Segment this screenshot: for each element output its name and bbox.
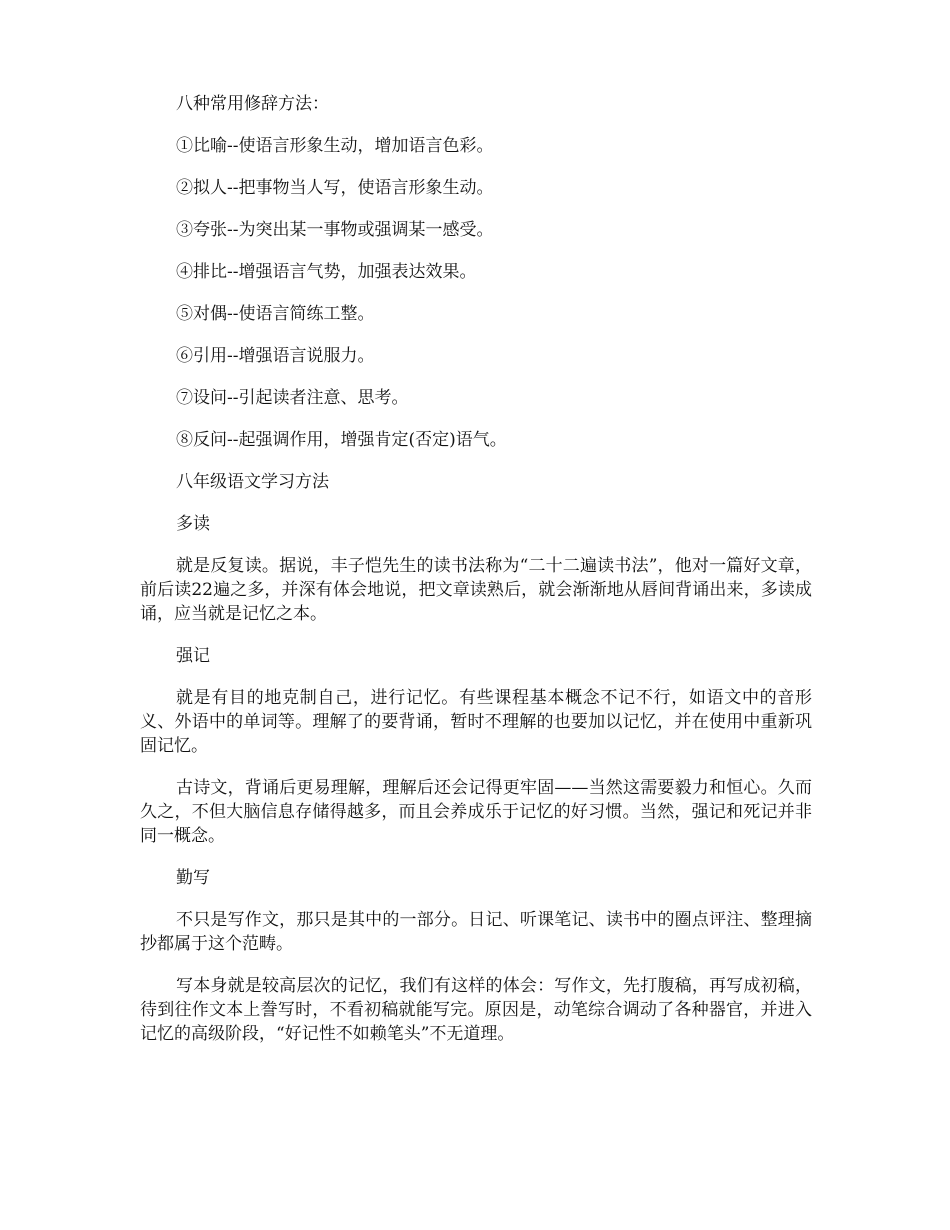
section-paragraph-memory-1: 就是有目的地克制自己，进行记忆。有些课程基本概念不记不行，如语文中的音形义、外语中的单词等。理解了的要背诵，暂时不理解的也要加以记忆，并在使用中重新巩固记忆。	[140, 688, 812, 756]
section-paragraph-write-1: 不只是写作文，那只是其中的一部分。日记、听课笔记、读书中的圈点评注、整理摘抄都属于这个范畴。	[140, 910, 812, 954]
section-paragraph-write-2: 写本身就是较高层次的记忆，我们有这样的体会：写作文，先打腹稿，再写成初稿，待到往作文本上誊写时，不看初稿就能写完。原因是，动笔综合调动了各种器官，并进入记忆的高级阶段，“好记性不如赖笔头”不无道理。	[140, 976, 812, 1044]
rhetoric-item-personification: ②拟人--把事物当人写，使语言形象生动。	[176, 178, 494, 198]
section-title-write: 勤写	[176, 868, 210, 888]
document-content	[140, 92, 812, 1046]
section-title-memory: 强记	[176, 646, 210, 666]
rhetoric-item-antithesis: ⑤对偶--使语言简练工整。	[176, 304, 375, 324]
rhetoric-item-rhetorical-question: ⑦设问--引起读者注意、思考。	[176, 388, 409, 408]
section-paragraph-memory-2: 古诗文，背诵后更易理解，理解后还会记得更牢固——当然这需要毅力和恒心。久而久之，不但大脑信息存储得越多，而且会养成乐于记忆的好习惯。当然，强记和死记并非同一概念。	[140, 778, 812, 846]
section-title-read: 多读	[176, 514, 210, 534]
rhetoric-item-counter-question: ⑧反问--起强调作用，增强肯定(否定)语气。	[176, 430, 507, 450]
rhetoric-item-hyperbole: ③夸张--为突出某一事物或强调某一感受。	[176, 220, 494, 240]
methods-heading: 八年级语文学习方法	[176, 472, 329, 492]
rhetoric-item-parallelism: ④排比--增强语言气势，加强表达效果。	[176, 262, 477, 282]
rhetoric-item-metaphor: ①比喻--使语言形象生动，增加语言色彩。	[176, 136, 494, 156]
rhetoric-heading: 八种常用修辞方法：	[176, 94, 329, 114]
section-paragraph-read-1: 就是反复读。据说，丰子恺先生的读书法称为“二十二遍读书法”，他对一篇好文章，前后读22遍之多，并深有体会地说，把文章读熟后，就会渐渐地从唇间背诵出来，多读成诵，应当就是记忆之本。	[140, 556, 812, 624]
rhetoric-item-quotation: ⑥引用--增强语言说服力。	[176, 346, 375, 366]
